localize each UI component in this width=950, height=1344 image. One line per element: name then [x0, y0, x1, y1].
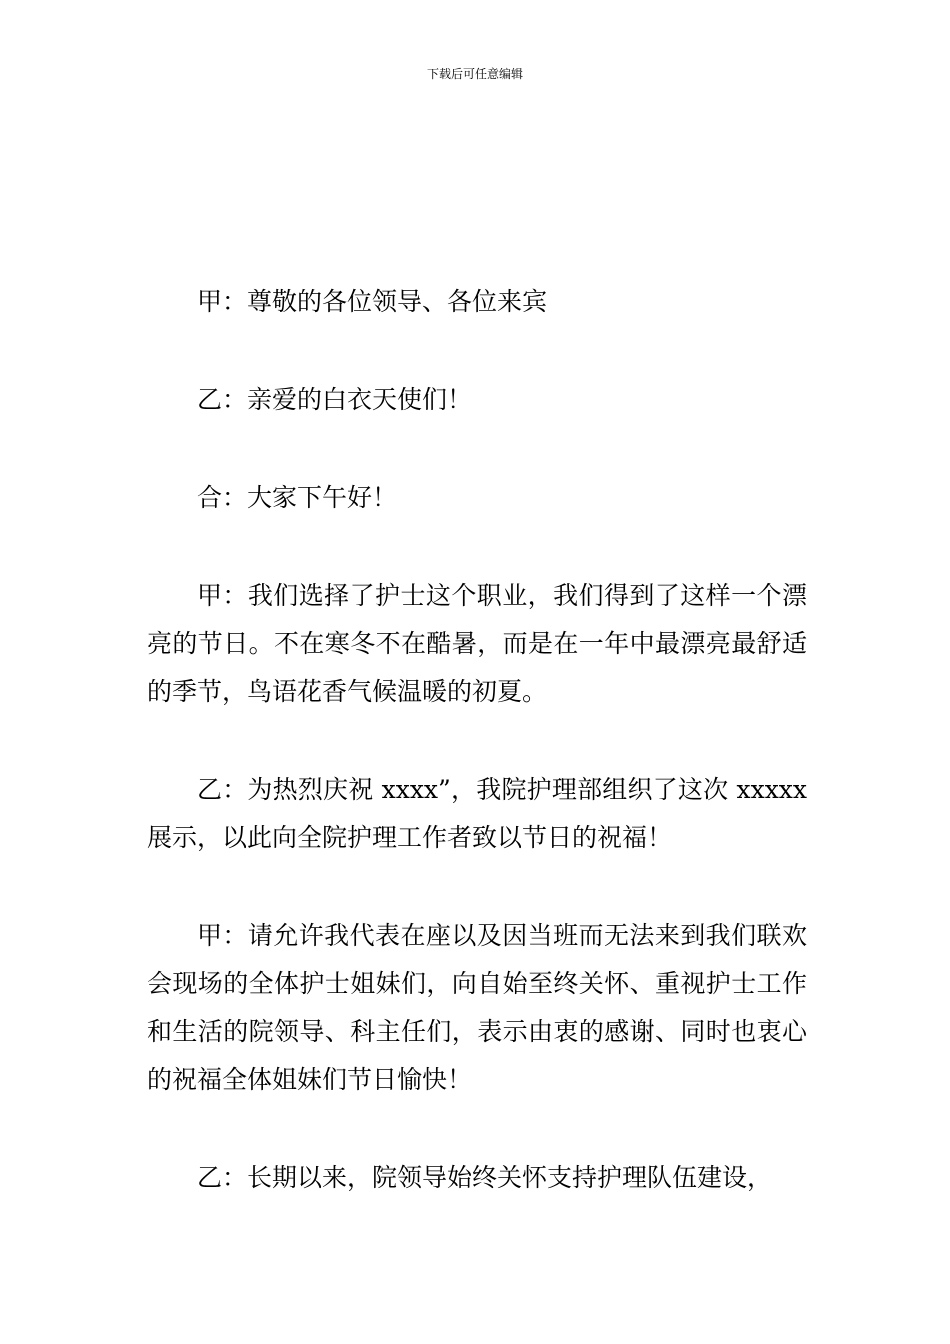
paragraph-celebration: 乙：为热烈庆祝 xxxx”，我院护理部组织了这次 xxxxx 展示，以此向全院护理工作者致以节日的祝福！ — [147, 775, 807, 852]
paragraph-leadership-support: 乙：长期以来，院领导始终关怀支持护理队伍建设， — [197, 1163, 773, 1192]
paragraph-thanks: 甲：请允许我代表在座以及因当班而无法来到我们联欢会现场的全体护士姐妹们，向自始至终关怀、重视护士工作和生活的院领导、科主任们，表示由衷的感谢、同时也衷心的祝福全体姐妹们节日愉快！ — [147, 921, 807, 1094]
paragraph-holiday-intro: 甲：我们选择了护士这个职业，我们得到了这样一个漂亮的节日。不在寒冬不在酷暑，而是在一年中最漂亮最舒适的季节，鸟语花香气候温暖的初夏。 — [147, 581, 807, 706]
page-header: 下载后可任意编辑 — [426, 67, 523, 81]
paragraph-greeting-leaders: 甲：尊敬的各位领导、各位来宾 — [197, 287, 548, 316]
paragraph-greeting-all: 合：大家下午好！ — [197, 483, 398, 512]
paragraph-greeting-nurses: 乙：亲爱的白衣天使们！ — [197, 385, 473, 414]
document-body — [147, 278, 807, 1202]
